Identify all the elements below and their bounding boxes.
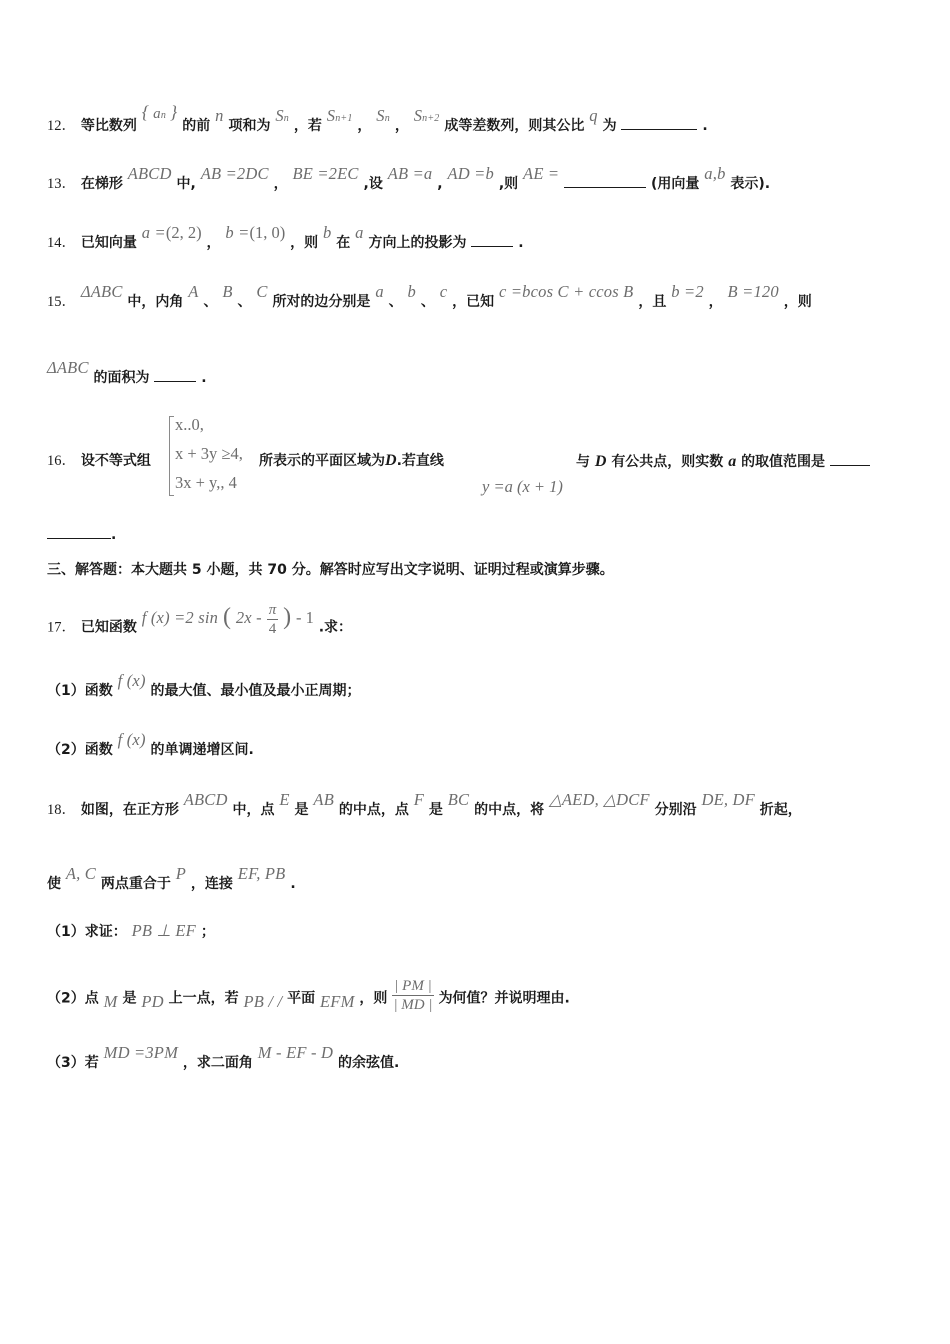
q17-function: f (x) =2 sin <box>141 607 219 627</box>
q14-a: a <box>355 223 364 242</box>
q18-cont <box>47 864 296 894</box>
q16-line-eq: y =a (x + 1) <box>482 477 563 496</box>
q17-p2-text: 的单调递增区间. <box>150 742 254 758</box>
q15-B-value: B =120 <box>727 282 779 301</box>
q16-brace <box>169 416 174 496</box>
q15-number: 15． <box>47 294 76 310</box>
q18-p2-text-1: 是 <box>122 990 137 1007</box>
q18-p3-text-2: 的余弦值. <box>337 1055 400 1071</box>
q15-text-3: ，已知 <box>452 294 495 310</box>
q12-text-4: ，若 <box>293 118 322 134</box>
q18-p3-text-1: ，求二面角 <box>182 1055 253 1071</box>
q18-text-2: 中，点 <box>232 802 275 818</box>
q13-abcd: ABCD <box>127 164 172 183</box>
q14-text-5: 方向上的投影为 <box>368 235 467 251</box>
q17-text-2: .求： <box>318 619 353 636</box>
q18-part-2 <box>47 980 570 1017</box>
q13-text-6: ,则 <box>498 176 519 192</box>
q15-b: b <box>407 282 416 301</box>
q15-A: A <box>188 282 199 301</box>
q15-sep-4: 、 <box>420 294 435 310</box>
q17-paren-right: ) <box>283 603 292 630</box>
q16-a: a <box>728 453 737 470</box>
q18-text-9: 使 <box>47 876 61 892</box>
q15-B: B <box>222 282 233 301</box>
q18-P: P <box>175 864 187 883</box>
q15-triangle: ΔABC <box>80 282 123 301</box>
q12-text-3: 项和为 <box>228 118 271 134</box>
q16-text-3: .若直线 <box>396 453 444 469</box>
q18-triangles: △AED, △DCF <box>549 790 650 809</box>
q14-b-value: (1, 0) <box>249 223 286 242</box>
q18-text-10: 两点重合于 <box>100 876 171 892</box>
q15-a: a <box>375 282 384 301</box>
q16-answer-blank-2[interactable] <box>47 524 111 539</box>
q18-p1-math: PB ⊥ EF <box>131 921 196 940</box>
q14-b: b <box>322 223 332 242</box>
q18-text-8: 折起， <box>759 802 802 818</box>
q18-part-3 <box>47 1043 400 1073</box>
q18-EF-PB: EF, PB <box>237 864 286 883</box>
q18-p2-text-5: 为何值？并说明理由. <box>438 990 570 1007</box>
q13-eq-2: BE =2EC <box>292 164 359 183</box>
q18-p2-text-3: 平面 <box>287 990 316 1007</box>
q18-number: 18． <box>47 802 76 818</box>
q18-DE-DF: DE, DF <box>701 790 755 809</box>
q16-blank-cont <box>47 524 116 545</box>
q13-text-3: ， <box>273 176 288 192</box>
q16-inequality-2: x + 3y ≥4, <box>175 444 243 463</box>
q12-comma-2: ， <box>394 118 409 134</box>
q15-triangle-2: ΔABC <box>47 358 89 377</box>
q13-text-2: 中, <box>176 176 196 192</box>
q17-p2-label: （2）函数 <box>47 742 113 758</box>
q18-AB: AB <box>313 790 334 809</box>
q16-body-2 <box>576 451 870 472</box>
q18-p2-text-2: 上一点，若 <box>168 990 239 1007</box>
q12-sequence: { an } <box>141 102 178 122</box>
q16-answer-blank[interactable] <box>830 451 870 466</box>
q18-BC: BC <box>447 790 470 809</box>
q13-text-8: 表示). <box>730 176 771 192</box>
q14-a-eq: a = <box>141 223 166 242</box>
q18-F: F <box>413 790 425 809</box>
q18-text-5: 是 <box>428 802 443 818</box>
section-title: 三、解答题：本大题共 5 小题，共 70 分。解答时应写出文字说明、证明过程或演算步骤。 <box>47 562 614 578</box>
q18-E: E <box>279 790 290 809</box>
q18-p3-label: （3）若 <box>47 1055 99 1071</box>
q12-end: . <box>702 118 708 134</box>
q17-part-2 <box>47 730 254 760</box>
q16-inequality-1: x..0, <box>175 415 204 434</box>
q18-text-4: 的中点，点 <box>338 802 409 818</box>
q13-text-1: 在梯形 <box>80 176 123 192</box>
q14-text-3: ，则 <box>290 235 319 251</box>
q18-text-3: 是 <box>294 802 309 818</box>
q12-comma-1: ， <box>357 118 372 134</box>
q18-p1-end: ； <box>200 924 215 940</box>
q12-n: n <box>215 106 224 125</box>
q15-text-7: 的面积为 <box>93 370 150 386</box>
q15-text-6: ，则 <box>783 294 812 310</box>
q18-p3-angle: M - EF - D <box>257 1043 334 1062</box>
q18-text-6: 的中点，将 <box>474 802 545 818</box>
q13-text-4: ,设 <box>363 176 383 192</box>
q12-sn: Sn <box>275 106 289 125</box>
q16-lead <box>47 451 151 471</box>
q12-text-1: 等比数列 <box>80 118 137 134</box>
q16-text-2: 所表示的平面区域为 <box>259 453 385 469</box>
q12-sn3: Sn+2 <box>413 106 440 125</box>
q17-part-1 <box>47 671 361 701</box>
q15-text-2: 所对的边分别是 <box>272 294 371 310</box>
q13-vectors: a,b <box>704 164 726 183</box>
q18-text-1: 如图，在正方形 <box>80 802 179 818</box>
q14-number: 14． <box>47 235 76 251</box>
q17-text-1: 已知函数 <box>80 619 137 636</box>
q14-b-eq: b = <box>225 223 250 242</box>
q18-p1-label: （1）求证： <box>47 924 127 940</box>
q18-text-11: ，连接 <box>190 876 233 892</box>
q17-inner: 2x - <box>235 607 262 627</box>
q16-text-5: 有公共点，则实数 <box>611 454 724 470</box>
q12-sn1: Sn+1 <box>326 106 353 125</box>
q17-minus-one: - 1 <box>295 607 314 627</box>
q17-p1-text: 的最大值、最小值及最小正周期； <box>150 683 361 699</box>
question-18 <box>47 790 802 820</box>
question-12 <box>47 102 708 138</box>
question-17 <box>47 602 353 646</box>
q17-p1-f: f (x) <box>117 671 146 690</box>
question-15-cont <box>47 358 207 388</box>
q14-text-1: 已知向量 <box>80 235 137 251</box>
q13-eq-1: AB =2DC <box>200 164 269 183</box>
q13-text-7: (用向量 <box>651 176 700 192</box>
q18-PD: PD <box>141 991 164 1011</box>
q13-answer-blank[interactable] <box>564 173 646 188</box>
q15-answer-blank[interactable] <box>154 367 196 382</box>
q16-D: D <box>385 452 397 469</box>
q15-equation: c =bcos C + ccos B <box>499 282 634 301</box>
q18-end: . <box>290 876 296 892</box>
q15-C: C <box>256 282 268 301</box>
q13-eq-3: AB =a <box>387 164 433 183</box>
q15-sep-1: 、 <box>203 294 218 310</box>
q16-inequality-3: 3x + y,, 4 <box>175 473 237 492</box>
q15-end: . <box>201 370 207 386</box>
q13-number: 13． <box>47 176 76 192</box>
q12-number: 12． <box>47 118 76 134</box>
q14-text-4: 在 <box>336 235 351 251</box>
q18-AC: A, C <box>65 864 97 883</box>
q18-PB-parallel: PB / / <box>243 991 283 1011</box>
q12-text-6: 为 <box>602 118 617 134</box>
q18-abcd: ABCD <box>183 790 228 809</box>
q12-text-5: 成等差数列，则其公比 <box>444 118 585 134</box>
q16-text-6: 的取值范围是 <box>741 454 826 470</box>
q18-p2-text-4: ，则 <box>359 990 388 1007</box>
q18-p2-label: （2）点 <box>47 990 99 1007</box>
q18-p3-math: MD =3PM <box>103 1043 179 1062</box>
q15-sep-3: 、 <box>388 294 403 310</box>
q17-number: 17． <box>47 619 76 636</box>
q14-end: . <box>518 235 524 251</box>
q15-text-5: ， <box>708 294 723 310</box>
q12-q: q <box>589 106 598 125</box>
question-15 <box>47 282 812 312</box>
q15-c: c <box>439 282 448 301</box>
q16-text-4: 与 <box>576 454 590 470</box>
q12-text-2: 的前 <box>182 118 211 134</box>
q18-EFM: EFM <box>320 991 355 1011</box>
q16-end: . <box>111 527 117 543</box>
q12-sn2: Sn <box>376 106 390 125</box>
q16-number: 16． <box>47 453 76 469</box>
q16-D-2: D <box>594 453 607 470</box>
q18-part-1 <box>47 921 215 942</box>
q16-text-1: 设不等式组 <box>80 453 151 469</box>
q16-body <box>259 451 444 471</box>
q18-ratio: $\frac{| PM |}{| MD |}$ <box>393 978 433 1013</box>
q17-p1-label: （1）函数 <box>47 683 113 699</box>
question-13 <box>47 164 771 194</box>
q12-answer-blank[interactable] <box>621 115 697 130</box>
q17-fraction: $\frac{\pi}{4}$ <box>268 602 277 637</box>
q13-text-5: , <box>437 176 443 192</box>
q18-M: M <box>103 991 118 1011</box>
q17-p2-f: f (x) <box>117 730 146 749</box>
q14-a-value: (2, 2) <box>165 223 202 242</box>
q17-paren-left: ( <box>222 603 231 630</box>
q13-eq-4: AD =b <box>447 164 494 183</box>
q15-text-4: ，且 <box>638 294 667 310</box>
q14-answer-blank[interactable] <box>471 232 513 247</box>
question-14 <box>47 223 524 253</box>
q14-text-2: ， <box>206 235 221 251</box>
q15-sep-2: 、 <box>237 294 252 310</box>
q18-text-7: 分别沿 <box>654 802 697 818</box>
q13-eq-5: AE = <box>523 164 560 183</box>
q15-b-value: b =2 <box>671 282 704 301</box>
q15-text-1: 中，内角 <box>127 294 184 310</box>
